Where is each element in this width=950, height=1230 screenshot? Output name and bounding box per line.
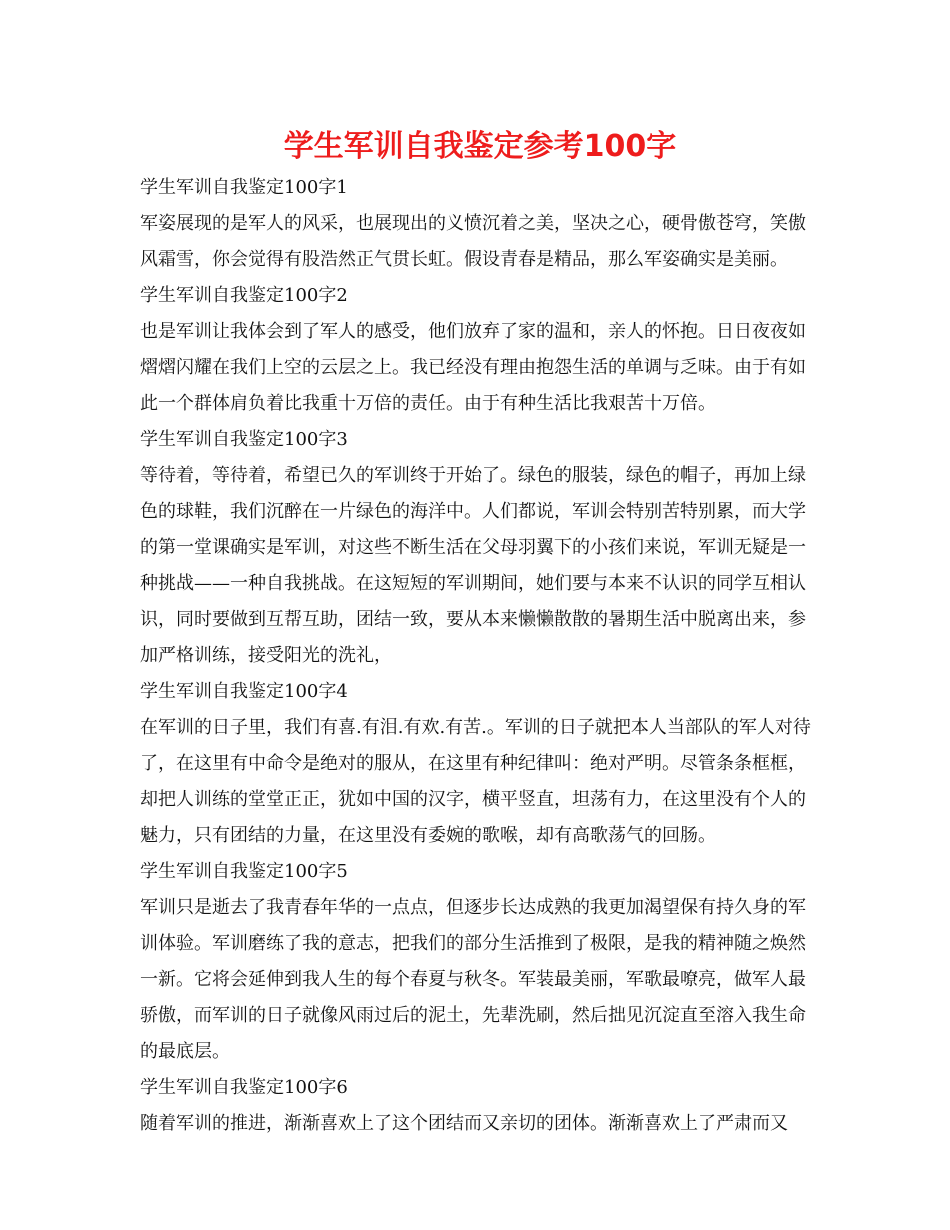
section-heading-1: 学生军训自我鉴定100字1 bbox=[140, 177, 348, 198]
section-body-3: 等待着，等待着，希望已久的军训终于开始了。绿色的服装，绿色的帽子，再加上绿色的球鞋，我们沉醉在一片绿色的海洋中。人们都说，军训会特别苦特别累，而大学的第一堂课确实是军训，对这些不断生活在父母羽翼下的小孩们来说，军训无疑是一种挑战——一种自我挑战。在这短短的军训期间，她们要与本来不认识的同学互相认识，同时要做到互帮互助，团结一致，要从本来懒懒散散的暑期生活中脱离出来，参加严格训练，接受阳光的洗礼， bbox=[140, 465, 806, 666]
section-heading-4: 学生军训自我鉴定100字4 bbox=[140, 681, 348, 702]
section-body-6: 随着军训的推进，渐渐喜欢上了这个团结而又亲切的团体。渐渐喜欢上了严肃而又 bbox=[140, 1113, 788, 1134]
section-body-5: 军训只是逝去了我青春年华的一点点，但逐步长达成熟的我更加渴望保有持久身的军训体验。军训磨练了我的意志，把我们的部分生活推到了极限，是我的精神随之焕然一新。它将会延伸到我人生的每个春夏与秋冬。军装最美丽，军歌最嘹亮，做军人最骄傲，而军训的日子就像风雨过后的泥土，先辈洗刷，然后拙见沉淀直至溶入我生命的最底层。 bbox=[140, 897, 806, 1062]
section-body-2: 也是军训让我体会到了军人的感受，他们放弃了家的温和，亲人的怀抱。日日夜夜如熠熠闪耀在我们上空的云层之上。我已经没有理由抱怨生活的单调与乏味。由于有如此一个群体肩负着比我重十万倍的责任。由于有种生活比我艰苦十万倍。 bbox=[140, 321, 806, 414]
section-heading-2: 学生军训自我鉴定100字2 bbox=[140, 285, 348, 306]
document-title: 学生军训自我鉴定参考100字 bbox=[283, 129, 677, 164]
section-body-4: 在军训的日子里，我们有喜.有泪.有欢.有苦.。军训的日子就把本人当部队的军人对待了，在这里有中命令是绝对的服从，在这里有种纪律叫：绝对严明。尽管条条框框，却把人训练的堂堂正正，犹如中国的汉字，横平竖直，坦荡有力，在这里没有个人的魅力，只有团结的力量，在这里没有委婉的歌喉，却有高歌荡气的回肠。 bbox=[140, 717, 811, 846]
section-heading-5: 学生军训自我鉴定100字5 bbox=[140, 861, 348, 882]
section-heading-3: 学生军训自我鉴定100字3 bbox=[140, 429, 348, 450]
section-heading-6: 学生军训自我鉴定100字6 bbox=[140, 1077, 348, 1098]
section-body-1: 军姿展现的是军人的风采，也展现出的义愤沉着之美，坚决之心，硬骨傲苍穹，笑傲风霜雪，你会觉得有股浩然正气贯长虹。假设青春是精品，那么军姿确实是美丽。 bbox=[140, 213, 806, 270]
